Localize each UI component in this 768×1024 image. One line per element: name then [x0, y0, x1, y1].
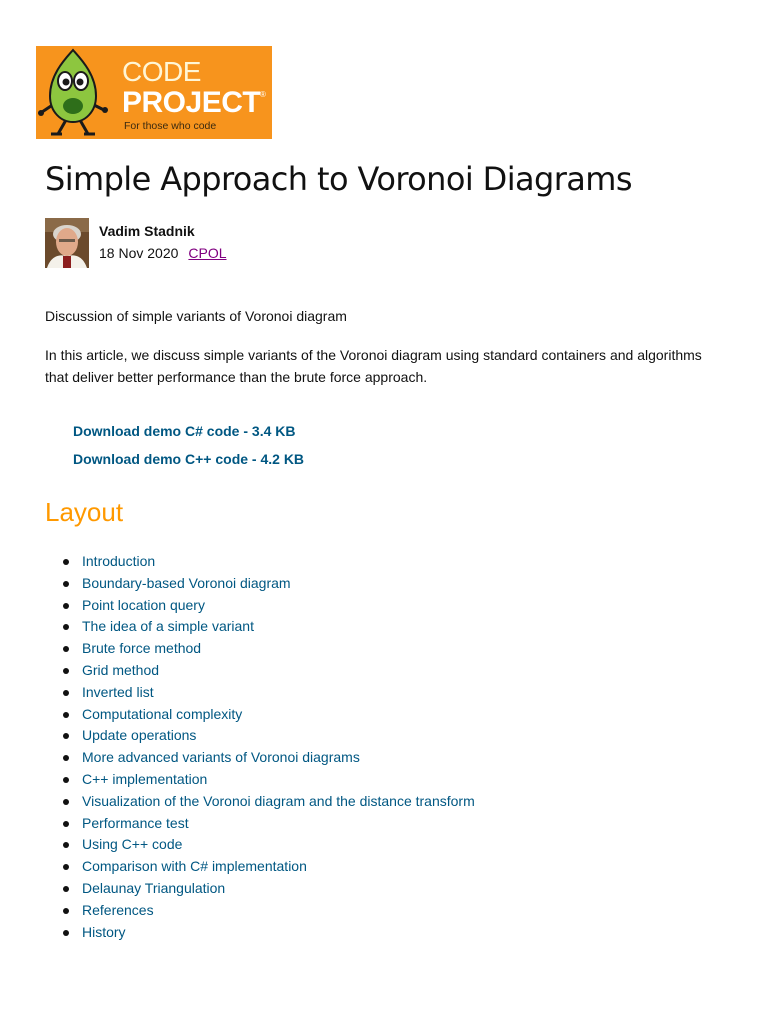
bullet [63, 886, 69, 892]
bullet [63, 799, 69, 805]
toc-link[interactable]: Boundary-based Voronoi diagram [82, 574, 291, 591]
list-item [0, 856, 475, 878]
bullet [63, 755, 69, 761]
toc-link[interactable]: Visualization of the Voronoi diagram and the distance transform [82, 792, 475, 809]
toc-link[interactable]: C++ implementation [82, 770, 208, 787]
list-item [0, 660, 475, 682]
toc-link[interactable]: Brute force method [82, 640, 202, 657]
logo-registered-mark: ® [260, 90, 266, 99]
list-item [0, 791, 475, 813]
bullet [63, 581, 69, 587]
bob-mascot-icon [36, 46, 122, 139]
article-summary: Discussion of simple variants of Voronoi diagram [45, 308, 347, 324]
bullet [63, 624, 69, 630]
list-item [0, 900, 475, 922]
list-item [0, 704, 475, 726]
bullet [63, 712, 69, 718]
codeproject-logo[interactable] [36, 46, 272, 139]
download-cpp-link[interactable]: Download demo C++ code - 4.2 KB [73, 451, 305, 467]
article-intro: In this article, we discuss simple variants of the Voronoi diagram using standard containers and algorithms that deliver better performance than the brute force approach. [45, 347, 702, 385]
list-item [0, 616, 475, 638]
download-csharp-link[interactable]: Download demo C# code - 3.4 KB [73, 423, 296, 439]
bullet [63, 930, 69, 936]
toc-link[interactable]: Using C++ code [82, 836, 183, 853]
article-title: Simple Approach to Voronoi Diagrams [45, 160, 632, 198]
toc-link[interactable]: The idea of a simple variant [82, 618, 254, 635]
article-meta [99, 245, 227, 261]
bullet [63, 690, 69, 696]
list-item [0, 638, 475, 660]
bullet [63, 646, 69, 652]
bullet [63, 821, 69, 827]
bullet [63, 908, 69, 914]
toc-link[interactable]: Introduction [82, 553, 156, 569]
toc-link[interactable]: Inverted list [82, 683, 154, 700]
logo-word-code: CODE [122, 56, 201, 87]
list-item [0, 922, 475, 944]
table-of-contents [0, 551, 475, 943]
toc-link[interactable]: Delaunay Triangulation [82, 879, 226, 896]
toc-link[interactable]: Grid method [82, 661, 160, 678]
logo-word-project: PROJECT [122, 86, 261, 119]
bullet [63, 777, 69, 783]
author-name[interactable]: Vadim Stadnik [99, 223, 195, 239]
list-item [0, 725, 475, 747]
layout-heading: Layout [45, 497, 124, 527]
bullet [63, 864, 69, 870]
logo-tagline: For those who code [124, 120, 217, 132]
list-item [0, 682, 475, 704]
list-item [0, 878, 475, 900]
list-item [0, 595, 475, 617]
toc-link[interactable]: Update operations [82, 727, 197, 744]
toc-link[interactable]: Computational complexity [82, 705, 243, 722]
toc-link[interactable]: Comparison with C# implementation [82, 858, 307, 875]
toc-link[interactable]: More advanced variants of Voronoi diagrams [82, 749, 360, 766]
list-item [0, 769, 475, 791]
toc-link[interactable]: History [82, 923, 126, 940]
license-link[interactable]: CPOL [188, 245, 227, 261]
bullet [63, 733, 69, 739]
author-photo-icon [45, 218, 89, 268]
list-item [0, 813, 475, 835]
list-item [0, 747, 475, 769]
bullet [63, 559, 69, 565]
list-item [0, 834, 475, 856]
publish-date: 18 Nov 2020 [99, 245, 179, 261]
toc-link[interactable]: References [82, 901, 154, 918]
list-item [0, 573, 475, 595]
toc-link[interactable]: Point location query [82, 596, 205, 613]
list-item [0, 551, 475, 573]
author-avatar[interactable] [45, 218, 89, 268]
bullet [63, 668, 69, 674]
toc-link[interactable]: Performance test [82, 814, 189, 831]
bullet [63, 842, 69, 848]
bullet [63, 603, 69, 609]
